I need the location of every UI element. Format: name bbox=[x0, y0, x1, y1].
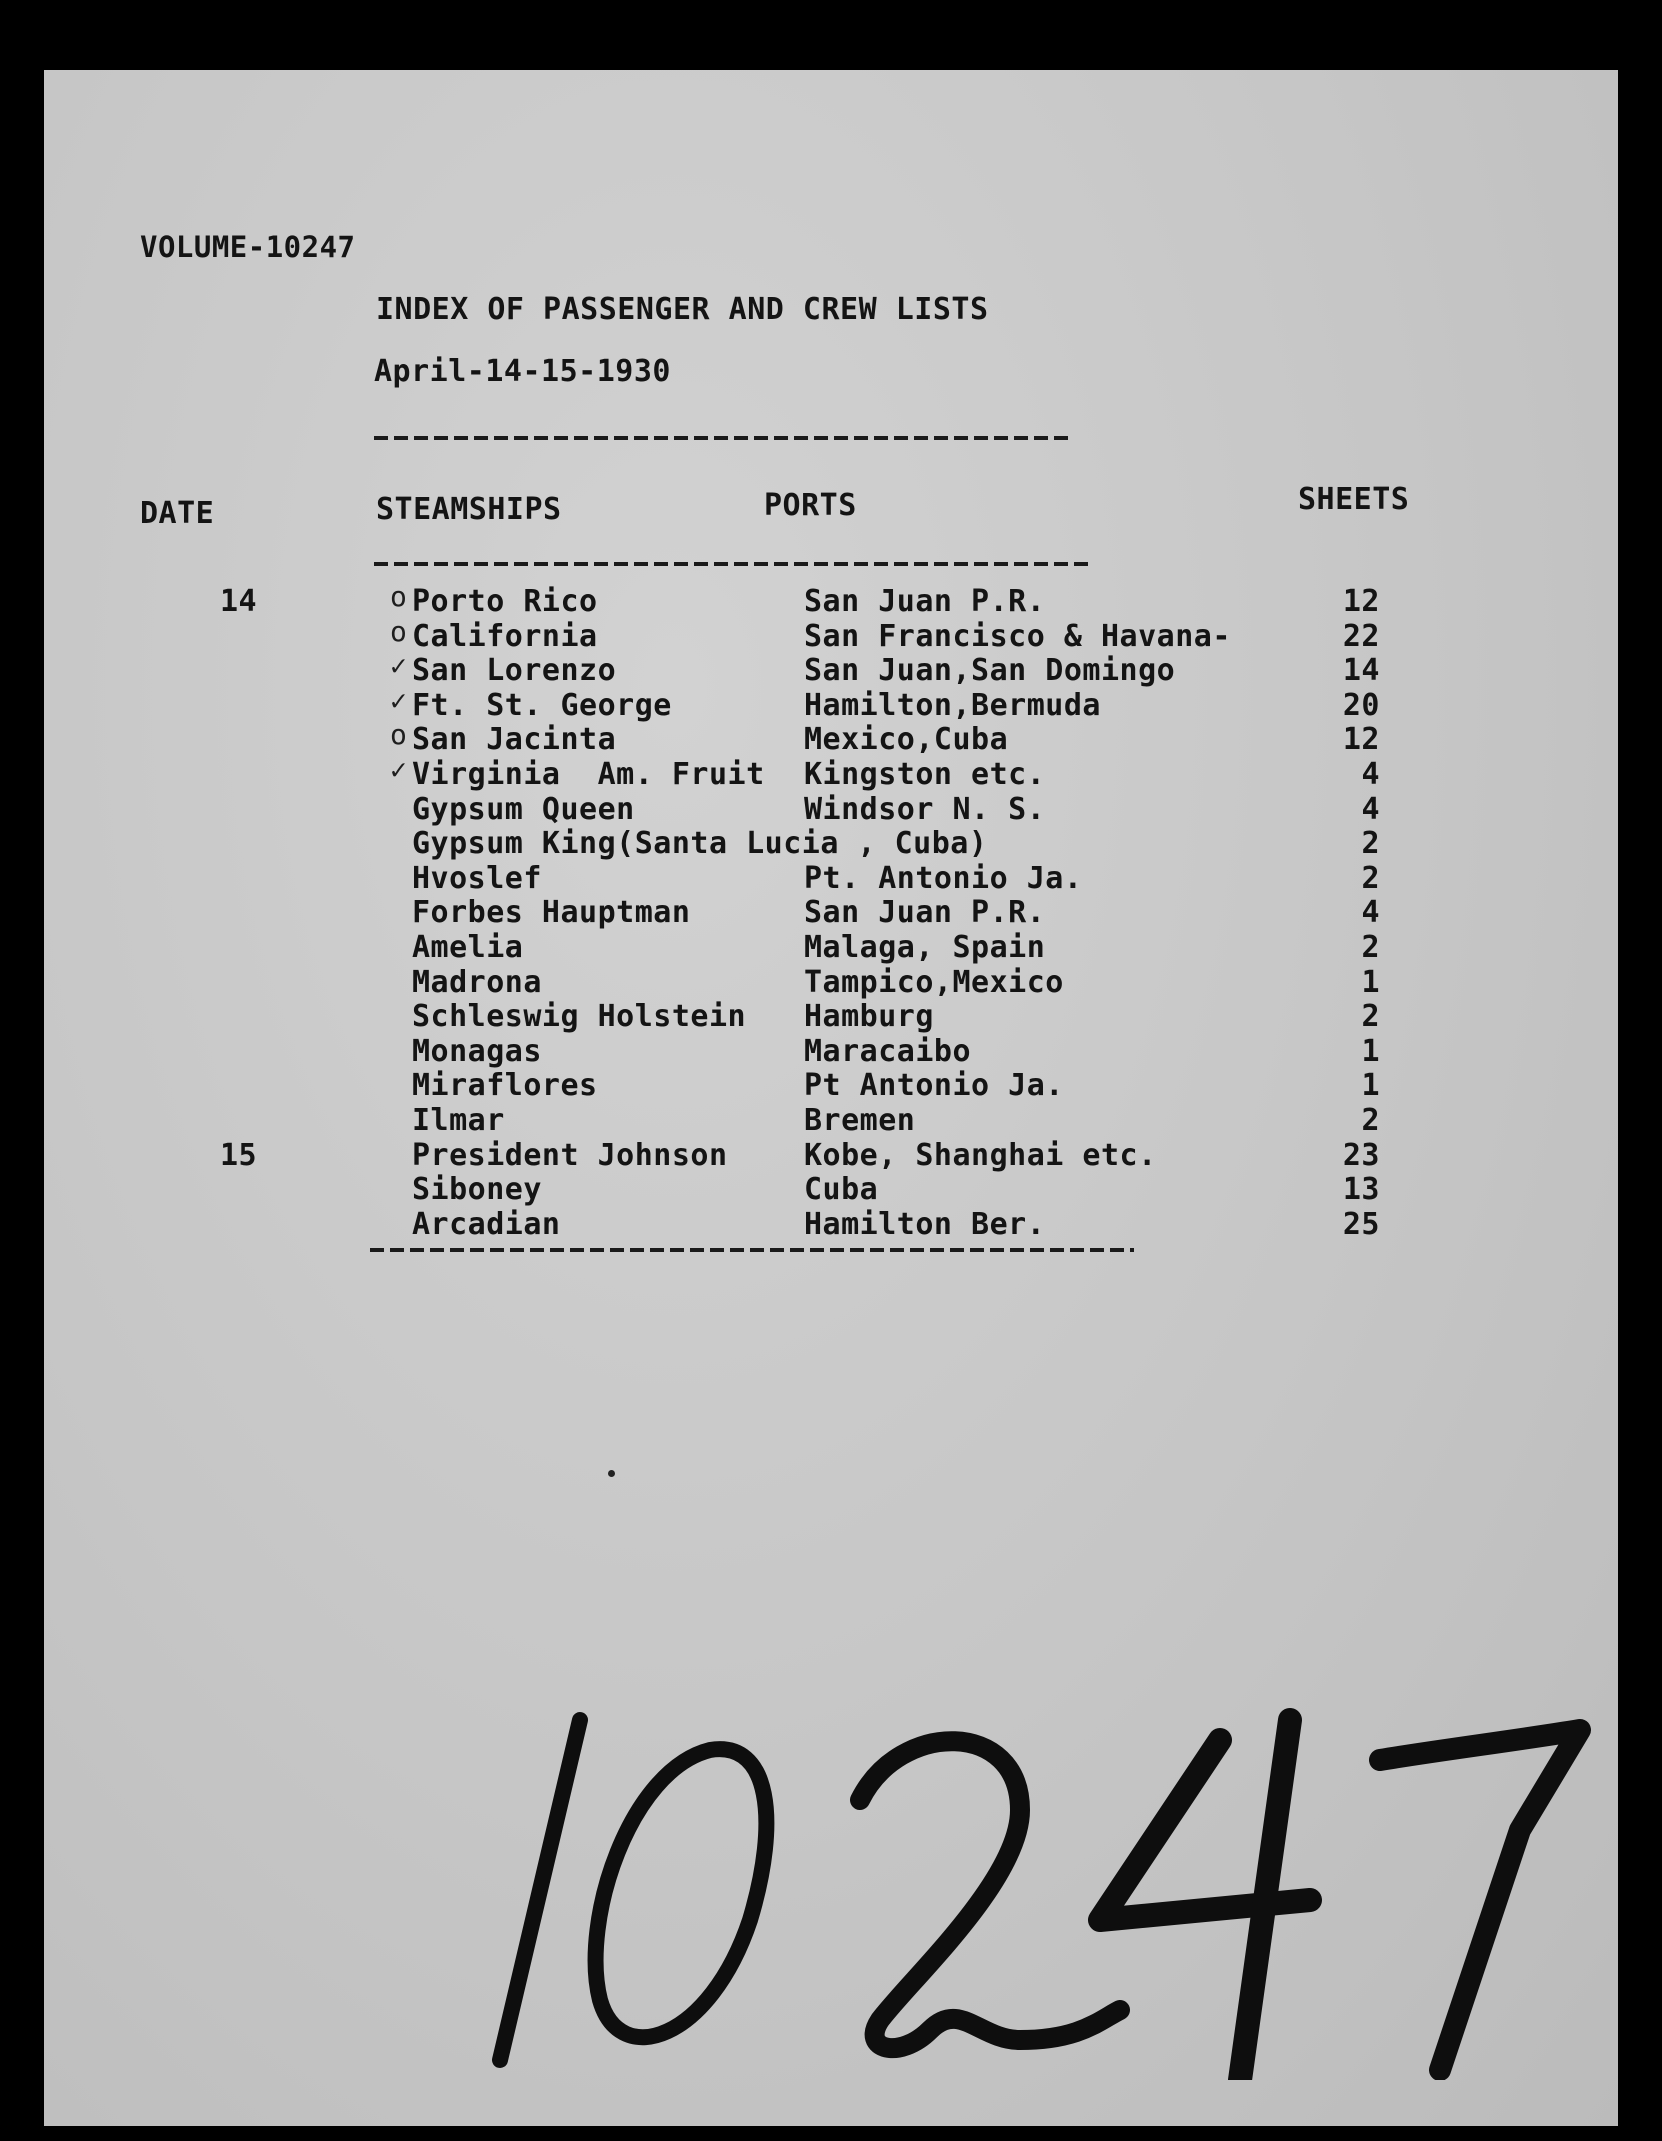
row-port: Pt. Antonio Ja. bbox=[804, 860, 1083, 896]
row-steamship: Siboney bbox=[412, 1172, 542, 1208]
row-sheets: 12 bbox=[1342, 722, 1380, 758]
row-steamship: Virginia Am. Fruit ✓ bbox=[390, 753, 765, 792]
table-row bbox=[44, 1172, 1618, 1208]
table-row bbox=[44, 1206, 1618, 1242]
row-sheets: 2 bbox=[1361, 999, 1380, 1035]
row-steamship: San Lorenzo ✓ bbox=[390, 649, 617, 689]
volume-label: VOLUME-10247 bbox=[140, 230, 356, 264]
row-port: Tampico,Mexico bbox=[804, 964, 1064, 1000]
row-port: San Francisco & Havana- bbox=[804, 618, 1231, 654]
row-sheets: 22 bbox=[1342, 618, 1380, 654]
row-port: Bremen bbox=[804, 1103, 916, 1138]
row-sheets: 2 bbox=[1361, 930, 1380, 965]
row-steamship: Ilmar bbox=[412, 1103, 505, 1138]
table-row bbox=[44, 614, 1618, 654]
row-steamship: Miraflores bbox=[412, 1068, 598, 1104]
row-steamship: Amelia bbox=[412, 930, 524, 965]
table-row bbox=[44, 895, 1618, 931]
row-sheets: 13 bbox=[1342, 1172, 1380, 1208]
table-row bbox=[44, 999, 1618, 1035]
table-row bbox=[44, 1103, 1618, 1138]
table-row bbox=[44, 1137, 1618, 1173]
row-sheets: 2 bbox=[1361, 826, 1380, 862]
table-row bbox=[44, 683, 1618, 723]
row-sheets: 1 bbox=[1361, 1033, 1380, 1069]
row-port: Pt Antonio Ja. bbox=[804, 1068, 1064, 1104]
row-steamship: California o bbox=[390, 614, 598, 654]
ink-speck bbox=[608, 1470, 615, 1477]
row-port: Maracaibo bbox=[804, 1033, 972, 1069]
document-title: INDEX OF PASSENGER AND CREW LISTS bbox=[376, 292, 989, 327]
table-row bbox=[44, 791, 1618, 827]
row-steamship: Monagas bbox=[412, 1033, 542, 1069]
header-divider bbox=[374, 562, 1092, 566]
row-steamship: Forbes Hauptman bbox=[412, 895, 691, 931]
row-sheets: 23 bbox=[1342, 1137, 1380, 1173]
header-date: DATE bbox=[140, 496, 215, 531]
check-mark: ✓ bbox=[390, 753, 408, 786]
row-port: San Juan P.R. bbox=[804, 895, 1046, 931]
row-steamship: Schleswig Holstein bbox=[412, 999, 747, 1035]
row-steamship: Gypsum Queen bbox=[412, 791, 635, 827]
table-row bbox=[44, 826, 1618, 862]
row-port: Hamilton,Bermuda bbox=[804, 687, 1101, 723]
table-row bbox=[44, 580, 1618, 619]
row-port: Hamilton Ber. bbox=[804, 1206, 1046, 1242]
row-steamship: Madrona bbox=[412, 964, 542, 1000]
table-row bbox=[44, 1068, 1618, 1104]
header-ports: PORTS bbox=[764, 488, 857, 523]
row-sheets: 12 bbox=[1342, 584, 1380, 619]
index-table bbox=[44, 580, 1618, 1244]
row-port: Kobe, Shanghai etc. bbox=[804, 1137, 1157, 1173]
row-sheets: 2 bbox=[1361, 1103, 1380, 1138]
check-mark: o bbox=[390, 718, 408, 752]
row-port: San Juan,San Domingo bbox=[804, 653, 1176, 689]
table-row bbox=[44, 1033, 1618, 1069]
row-port: Malaga, Spain bbox=[804, 930, 1046, 965]
row-sheets: 1 bbox=[1361, 1068, 1380, 1104]
row-port: San Juan P.R. bbox=[804, 584, 1046, 619]
header-sheets: SHEETS bbox=[1298, 482, 1410, 517]
row-sheets: 4 bbox=[1361, 757, 1380, 792]
row-port: Hamburg bbox=[804, 999, 934, 1035]
table-row bbox=[44, 860, 1618, 896]
row-sheets: 4 bbox=[1361, 791, 1380, 827]
row-steamship: Gypsum King(Santa Lucia , Cuba) bbox=[412, 826, 988, 862]
row-steamship: Hvoslef bbox=[412, 860, 542, 896]
check-mark: ✓ bbox=[390, 683, 408, 717]
row-sheets: 1 bbox=[1361, 964, 1380, 1000]
row-date: 14 bbox=[220, 584, 258, 619]
row-sheets: 14 bbox=[1342, 653, 1380, 689]
row-port: Cuba bbox=[804, 1172, 879, 1208]
row-steamship: President Johnson bbox=[412, 1137, 728, 1173]
row-port: Kingston etc. bbox=[804, 757, 1046, 792]
date-range: April-14-15-1930 bbox=[374, 354, 671, 389]
header-steamships: STEAMSHIPS bbox=[376, 492, 562, 527]
table-row bbox=[44, 930, 1618, 965]
bottom-divider bbox=[370, 1248, 1134, 1252]
table-row bbox=[44, 964, 1618, 1000]
row-port: Mexico,Cuba bbox=[804, 722, 1009, 758]
row-date: 15 bbox=[220, 1137, 258, 1173]
row-steamship: Porto Rico o bbox=[390, 580, 598, 619]
row-steamship: San Jacinta o bbox=[390, 718, 617, 758]
check-mark: ✓ bbox=[390, 649, 408, 683]
row-steamship: Ft. St. George ✓ bbox=[390, 683, 672, 723]
row-port: Windsor N. S. bbox=[804, 791, 1046, 827]
table-row bbox=[44, 649, 1618, 689]
row-sheets: 25 bbox=[1342, 1206, 1380, 1242]
check-mark: o bbox=[390, 614, 408, 648]
top-divider bbox=[374, 436, 1074, 440]
table-row bbox=[44, 718, 1618, 758]
check-mark: o bbox=[390, 580, 408, 613]
row-steamship: Arcadian bbox=[412, 1206, 561, 1242]
handwritten-number bbox=[460, 1680, 1620, 2080]
row-sheets: 2 bbox=[1361, 860, 1380, 896]
row-sheets: 4 bbox=[1361, 895, 1380, 931]
row-sheets: 20 bbox=[1342, 687, 1380, 723]
table-row bbox=[44, 753, 1618, 792]
